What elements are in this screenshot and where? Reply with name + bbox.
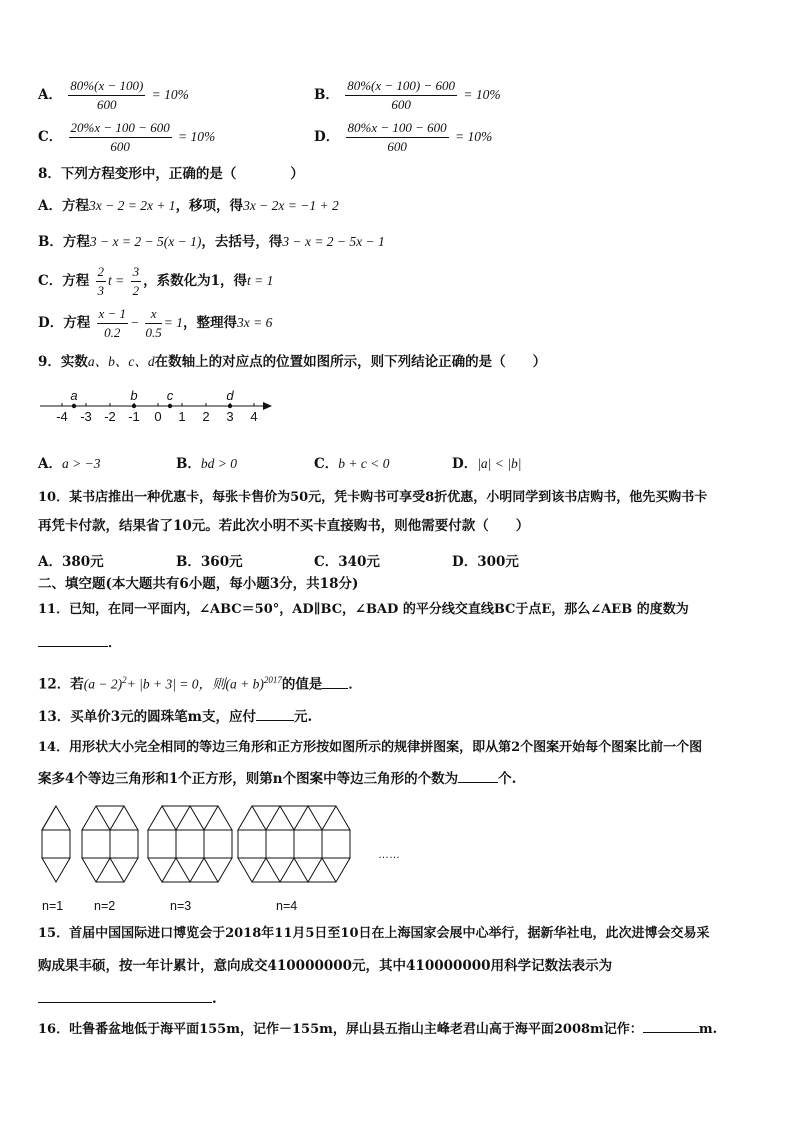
q15-answer-line: . [38, 988, 217, 1009]
number-line-point-label-a: a [70, 388, 78, 403]
q9-option-b: B．bd > 0 [176, 456, 238, 472]
number-line-tick-label: 0 [154, 409, 162, 424]
number-line-tick-label: 4 [250, 409, 258, 424]
q7-c-fraction: $\frac{20\%x - 100 - 600}{600}$ [70, 120, 170, 154]
number-line-point-a [72, 404, 76, 408]
number-line-tick-label: -1 [128, 409, 140, 424]
number-line-point-label-b: b [130, 388, 138, 403]
q9-option-c: C．b + c < 0 [314, 456, 390, 472]
section-heading: 二、填空题(本大题共有6小题，每小题3分，共18分) [38, 576, 359, 592]
q11-line1: 11．已知，在同一平面内，∠ABC＝50°，AD∥BC，∠BAD 的平分线交直线BC于点E，那么∠AEB 的度数为 [38, 602, 689, 617]
number-line-point-label-d: d [226, 388, 234, 403]
number-line-tick-label: 3 [226, 409, 234, 424]
pattern-n2 [82, 806, 138, 882]
pattern-ellipsis: …… [378, 849, 400, 861]
number-line-tick-label: 1 [178, 409, 186, 424]
q14-line1: 14．用形状大小完全相同的等边三角形和正方形按如图所示的规律拼图案，即从第2个图案开始每个图案比前一个图 [38, 740, 703, 755]
pattern-n1 [42, 806, 70, 882]
q10-options [38, 550, 578, 570]
pattern-label-n3: n=3 [170, 899, 192, 913]
number-line-points [70, 388, 234, 408]
q14-line2: 案多4个等边三角形和1个正方形，则第n个图案中等边三角形的个数为 个. [38, 768, 516, 789]
q7-option-a: A． $\frac{80\%(x - 100)}{600}$ = 10% [38, 78, 189, 112]
q7-option-c: C． $\frac{20\%x - 100 - 600}{600}$ = 10% [38, 120, 216, 154]
number-line-point-c [168, 404, 172, 408]
number-line-tick-label: 2 [202, 409, 210, 424]
q7-option-b: B． $\frac{80\%(x - 100) - 600}{600}$ = 10% [314, 78, 501, 112]
q8-option-a: A．方程3x − 2 = 2x + 1，移项，得3x − 2x = −1 + 2 [38, 198, 339, 214]
q10-option-b: B．360元 [176, 554, 243, 570]
q14-blank[interactable] [458, 768, 498, 783]
q10-option-a: A．380元 [38, 554, 104, 570]
pattern-label-n1: n=1 [42, 899, 64, 913]
q11-answer-line: ． [38, 632, 122, 653]
q7-a-fraction: $\frac{80\%(x - 100)}{600}$ [70, 78, 144, 112]
pattern-label-n2: n=2 [94, 899, 116, 913]
q10-line1: 10．某书店推出一种优惠卡，每张卡售价为50元，凭卡购书可享受8折优惠，小明同学到该书店购书，他先买购书卡 [38, 490, 708, 505]
number-line-point-b [132, 404, 136, 408]
pattern-n3 [148, 806, 232, 882]
q7-b-fraction: $\frac{80\%(x - 100) - 600}{600}$ [347, 78, 456, 112]
number-line-tick-label: -3 [80, 409, 92, 424]
q9-stem: 9．实数a、b、c、d在数轴上的对应点的位置如图所示，则下列结论正确的是（ ） [38, 354, 547, 370]
q15-line2: 购成果丰硕，按一年计累计，意向成交410000000元，其中410000000用科学记数法表示为 [38, 958, 613, 974]
number-line-tick-label: -2 [104, 409, 116, 424]
q15-line1: 15．首届中国国际进口博览会于2018年11月5日至10日在上海国家会展中心举行，据新华社电，此次进博会交易采 [38, 926, 710, 941]
q8-stem: 8．下列方程变形中，正确的是（ ） [38, 166, 304, 182]
q10-option-c: C．340元 [314, 554, 380, 570]
q10-line2: 再凭卡付款，结果省了10元。若此次小明不买卡直接购书，则他需要付款（ ） [38, 518, 530, 534]
q7-d-fraction: $\frac{80\%x - 100 - 600}{600}$ [347, 120, 447, 154]
q8-option-c: C．方程 $\frac{2}{3}$ t = $\frac{3}{2}$ ，系数化为1，得t = 1 [38, 264, 274, 298]
q12-line: 12．若$(a - 2)^2+ |b + 3| = 0$，则$(a + b)^{2017}$的值是 ． [38, 675, 362, 693]
number-line-point-label-c: c [166, 388, 174, 403]
q9-option-a: A．a > −3 [38, 456, 101, 472]
number-line-arrow [263, 402, 272, 410]
q16-blank[interactable] [643, 1018, 699, 1033]
number-line [38, 382, 278, 430]
q8-option-d: D．方程 $\frac{x - 1}{0.2}$ − $\frac{x}{0.5}$ = 1，整理得3x = 6 [38, 306, 273, 340]
q16-line: 16．吐鲁番盆地低于海平面155m，记作－155m，屏山县五指山主峰老君山高于海平面2008m记作： m. [38, 1018, 717, 1040]
pattern-label-n4: n=4 [276, 899, 298, 913]
number-line-tick-label: -4 [56, 409, 68, 424]
q15-blank[interactable] [38, 988, 212, 1003]
q12-blank[interactable] [322, 674, 348, 689]
q10-option-d: D．300元 [452, 554, 519, 570]
pattern-figure [36, 796, 416, 916]
pattern-n4 [238, 806, 350, 882]
q9-option-d: D．|a| < |b| [452, 456, 522, 472]
q13-line: 13．买单价3元的圆珠笔m支，应付 元. [38, 706, 312, 727]
q11-blank[interactable] [38, 632, 108, 647]
q8-option-b: B．方程3 − x = 2 − 5(x − 1)，去括号，得3 − x = 2 − 5x − 1 [38, 234, 385, 250]
q13-blank[interactable] [256, 706, 294, 721]
number-line-point-d [228, 404, 232, 408]
q7-option-d: D． $\frac{80\%x - 100 - 600}{600}$ = 10% [314, 120, 493, 154]
